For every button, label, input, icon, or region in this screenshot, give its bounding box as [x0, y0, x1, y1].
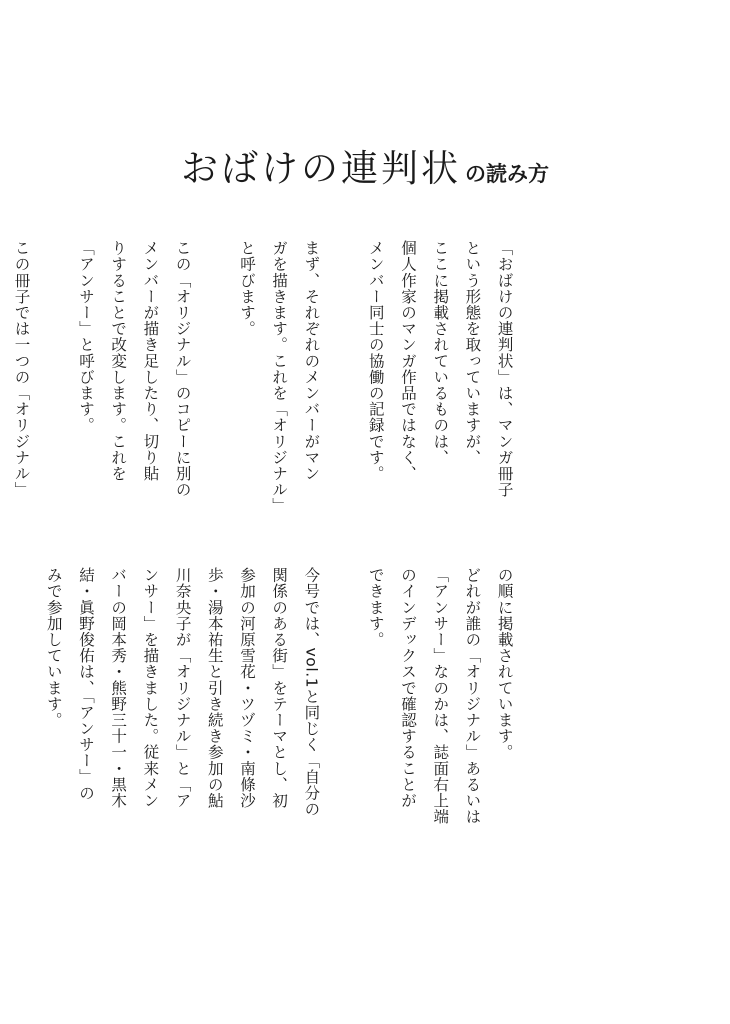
paragraph: 今号では、vol.1と同じく「自分の 関係のある街」をテーマとし、初 参加の河原雪花・ツヅミ・南條沙 歩・湯本祐生と引き続き参加の鮎 川奈央子が「オリジナル」と「ア ンサー」を描きました。従来メン バーの岡本秀・熊野三十一・黒木 結・眞野俊佑は、「アンサー」の みで参加しています。	[44, 567, 321, 818]
title-sub: の読み方	[465, 162, 549, 186]
page-title	[0, 147, 730, 190]
paragraph-gap	[38, 240, 70, 520]
body-text-top	[0, 240, 585, 520]
paragraph-gap	[327, 567, 359, 847]
paragraph: この「オリジナル」のコピーに別の メンバーが描き足したり、切り貼 りすることで改変します。これを 「アンサー」と呼びます。	[76, 240, 192, 498]
title-main: おばけの連判状	[181, 147, 461, 190]
body-text-bottom	[0, 567, 585, 847]
paragraph-gap	[327, 240, 359, 520]
paragraph: の順に掲載されています。 どれが誰の「オリジナル」あるいは 「アンサー」なのかは、誌面右上端 のインデックスで確認することが できます。	[366, 567, 514, 825]
paragraph: まず、それぞれのメンバーがマン ガを描きます。これを「オリジナル」 と呼びます。	[237, 240, 321, 514]
paragraph-gap	[199, 240, 231, 520]
paragraph: この冊子では一つの「オリジナル」	[12, 240, 31, 498]
paragraph: 「おばけの連判状」は、マンガ冊子 という形態を取っていますが、 ここに掲載されているものは、 個人作家のマンガ作品ではなく、 メンバー同士の協働の記録です。	[366, 240, 514, 498]
